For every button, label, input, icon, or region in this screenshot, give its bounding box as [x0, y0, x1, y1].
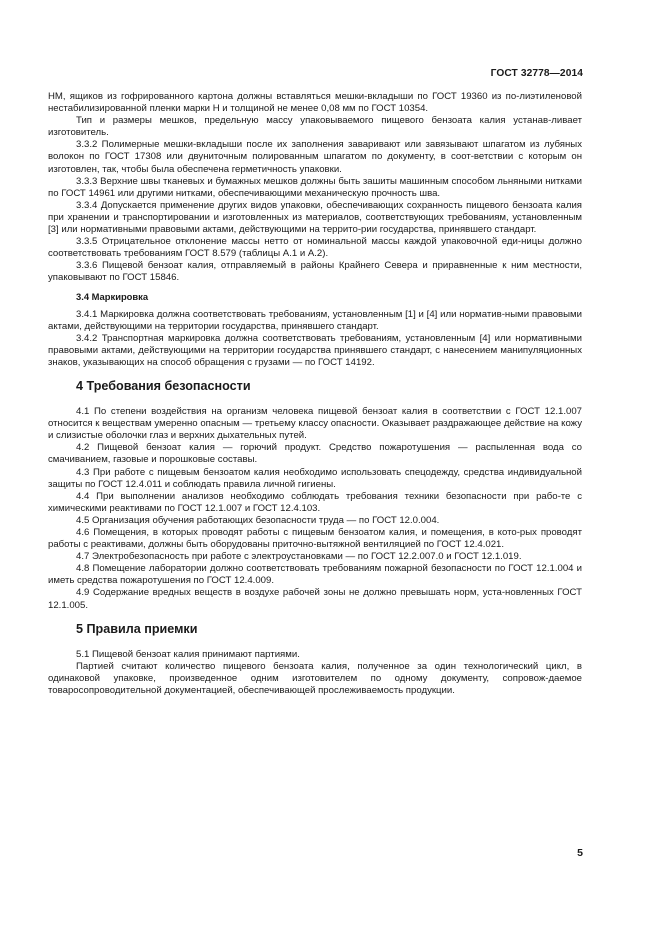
paragraph-3-3-4: 3.3.4 Допускается применение других видов упаковки, обеспечивающих сохранность пищевого бензоата калия при хранении и транспортировании и изготовленных из материалов, соответствующих требованиям, установленным [3] или нормативными правовыми актами, действующими на террито-рии государства, принявшего стандарт. — [48, 199, 582, 236]
paragraph-3-3-6: 3.3.6 Пищевой бензоат калия, отправляемый в районы Крайнего Севера и приравненные к ним местности, упаковывают по ГОСТ 15846. — [48, 260, 582, 284]
paragraph-3-4-1: 3.4.1 Маркировка должна соответствовать требованиям, установленным [1] и [4] или норматив-ными правовыми актами, действующими на территории государства, принявшего стандарт. — [48, 308, 582, 332]
page-number: 5 — [577, 847, 583, 859]
paragraph-4-9: 4.9 Содержание вредных веществ в воздухе рабочей зоны не должно превышать норм, уста-новленных ГОСТ 12.1.005. — [48, 587, 582, 611]
subsection-title-marking: 3.4 Маркировка — [76, 290, 149, 302]
document-id-header: ГОСТ 32778—2014 — [490, 68, 583, 79]
paragraph: Тип и размеры мешков, предельную массу упаковываемого пищевого бензоата калия устанав-ливает изготовитель. — [48, 115, 582, 139]
paragraph-continuation: НМ, ящиков из гофрированного картона должны вставляться мешки-вкладыши по ГОСТ 19360 из по-лиэтиленовой нестабилизированной пленки марки Н и толщиной не менее 0,08 мм по ГОСТ 10354. — [48, 91, 582, 115]
paragraph-4-4: 4.4 При выполнении анализов необходимо соблюдать требования техники безопасности при рабо-те с химическими реактивами по ГОСТ 12.1.007 и ГОСТ 12.4.103. — [48, 490, 582, 514]
paragraph-4-2: 4.2 Пищевой бензоат калия — горючий продукт. Средство пожаротушения — распыленная вода со смачиванием, газовые и порошковые составы. — [48, 442, 582, 466]
paragraph-5-1: 5.1 Пищевой бензоат калия принимают партиями. — [76, 648, 300, 660]
paragraph-4-3: 4.3 При работе с пищевым бензоатом калия необходимо использовать спецодежду, средства индивидуальной защиты по ГОСТ 12.4.011 и соблюдать правила личной гигиены. — [48, 466, 582, 490]
paragraph-batch-definition: Партией считают количество пищевого бензоата калия, полученное за один технологический цикл, в одинаковой упаковке, произведенное одним изготовителем по одному документу, сопровож-даемое товаросопроводительной документацией, обеспечивающей прослеживаемость продукции. — [48, 660, 582, 696]
paragraph-3-3-2: 3.3.2 Полимерные мешки-вкладыши после их заполнения заваривают или завязывают шпагатом из лубяных волокон по ГОСТ 17308 или двуниточным полированным шпагатом по документу, в соот-ветствии с которым он изготовлен, так, чтобы была обеспечена герметичность упаковки. — [48, 139, 582, 175]
section-title-acceptance: 5 Правила приемки — [76, 621, 198, 636]
paragraph-4-6: 4.6 Помещения, в которых проводят работы с пищевым бензоатом калия, и помещения, в кото-рых проводят работы с реактивами, должны быть оборудованы приточно-вытяжной вентиляцией по ГОСТ 12.4.021. — [48, 527, 582, 551]
paragraph-4-1: 4.1 По степени воздействия на организм человека пищевой бензоат калия в соответствии с ГОСТ 12.1.007 относится к веществам умеренно опасным — третьему классу опасности. Оказывает раздражающее действие на кожу и слизистые оболочки глаз и верхних дыхательных путей. — [48, 406, 582, 442]
paragraph-4-5: 4.5 Организация обучения работающих безопасности труда — по ГОСТ 12.0.004. — [76, 514, 440, 526]
paragraph-3-3-5: 3.3.5 Отрицательное отклонение массы нетто от номинальной массы каждой упаковочной еди-ницы должно соответствовать требованиям ГОСТ 8.579 (таблицы А.1 и А.2). — [48, 236, 582, 260]
paragraph-4-7: 4.7 Электробезопасность при работе с электроустановками — по ГОСТ 12.2.007.0 и ГОСТ 12.1.019. — [76, 551, 522, 563]
section-title-safety: 4 Требования безопасности — [76, 379, 251, 394]
page-content — [48, 91, 582, 697]
paragraph-3-3-3: 3.3.3 Верхние швы тканевых и бумажных мешков должны быть зашиты машинным способом льняными нитками по ГОСТ 14961 или другими нитками, обеспечивающими механическую прочность шва. — [48, 175, 582, 199]
paragraph-4-8: 4.8 Помещение лаборатории должно соответствовать требованиям пожарной безопасности по ГОСТ 12.1.004 и иметь средства пожаротушения по ГОСТ 12.4.009. — [48, 563, 582, 587]
paragraph-3-4-2: 3.4.2 Транспортная маркировка должна соответствовать требованиям, установленным [4] или нормативными правовыми актами, действующими на территории государства принявшего стандарт, с нанесением манипуляционных знаков, указывающих на способ обращения с грузами — по ГОСТ 14192. — [48, 332, 582, 368]
